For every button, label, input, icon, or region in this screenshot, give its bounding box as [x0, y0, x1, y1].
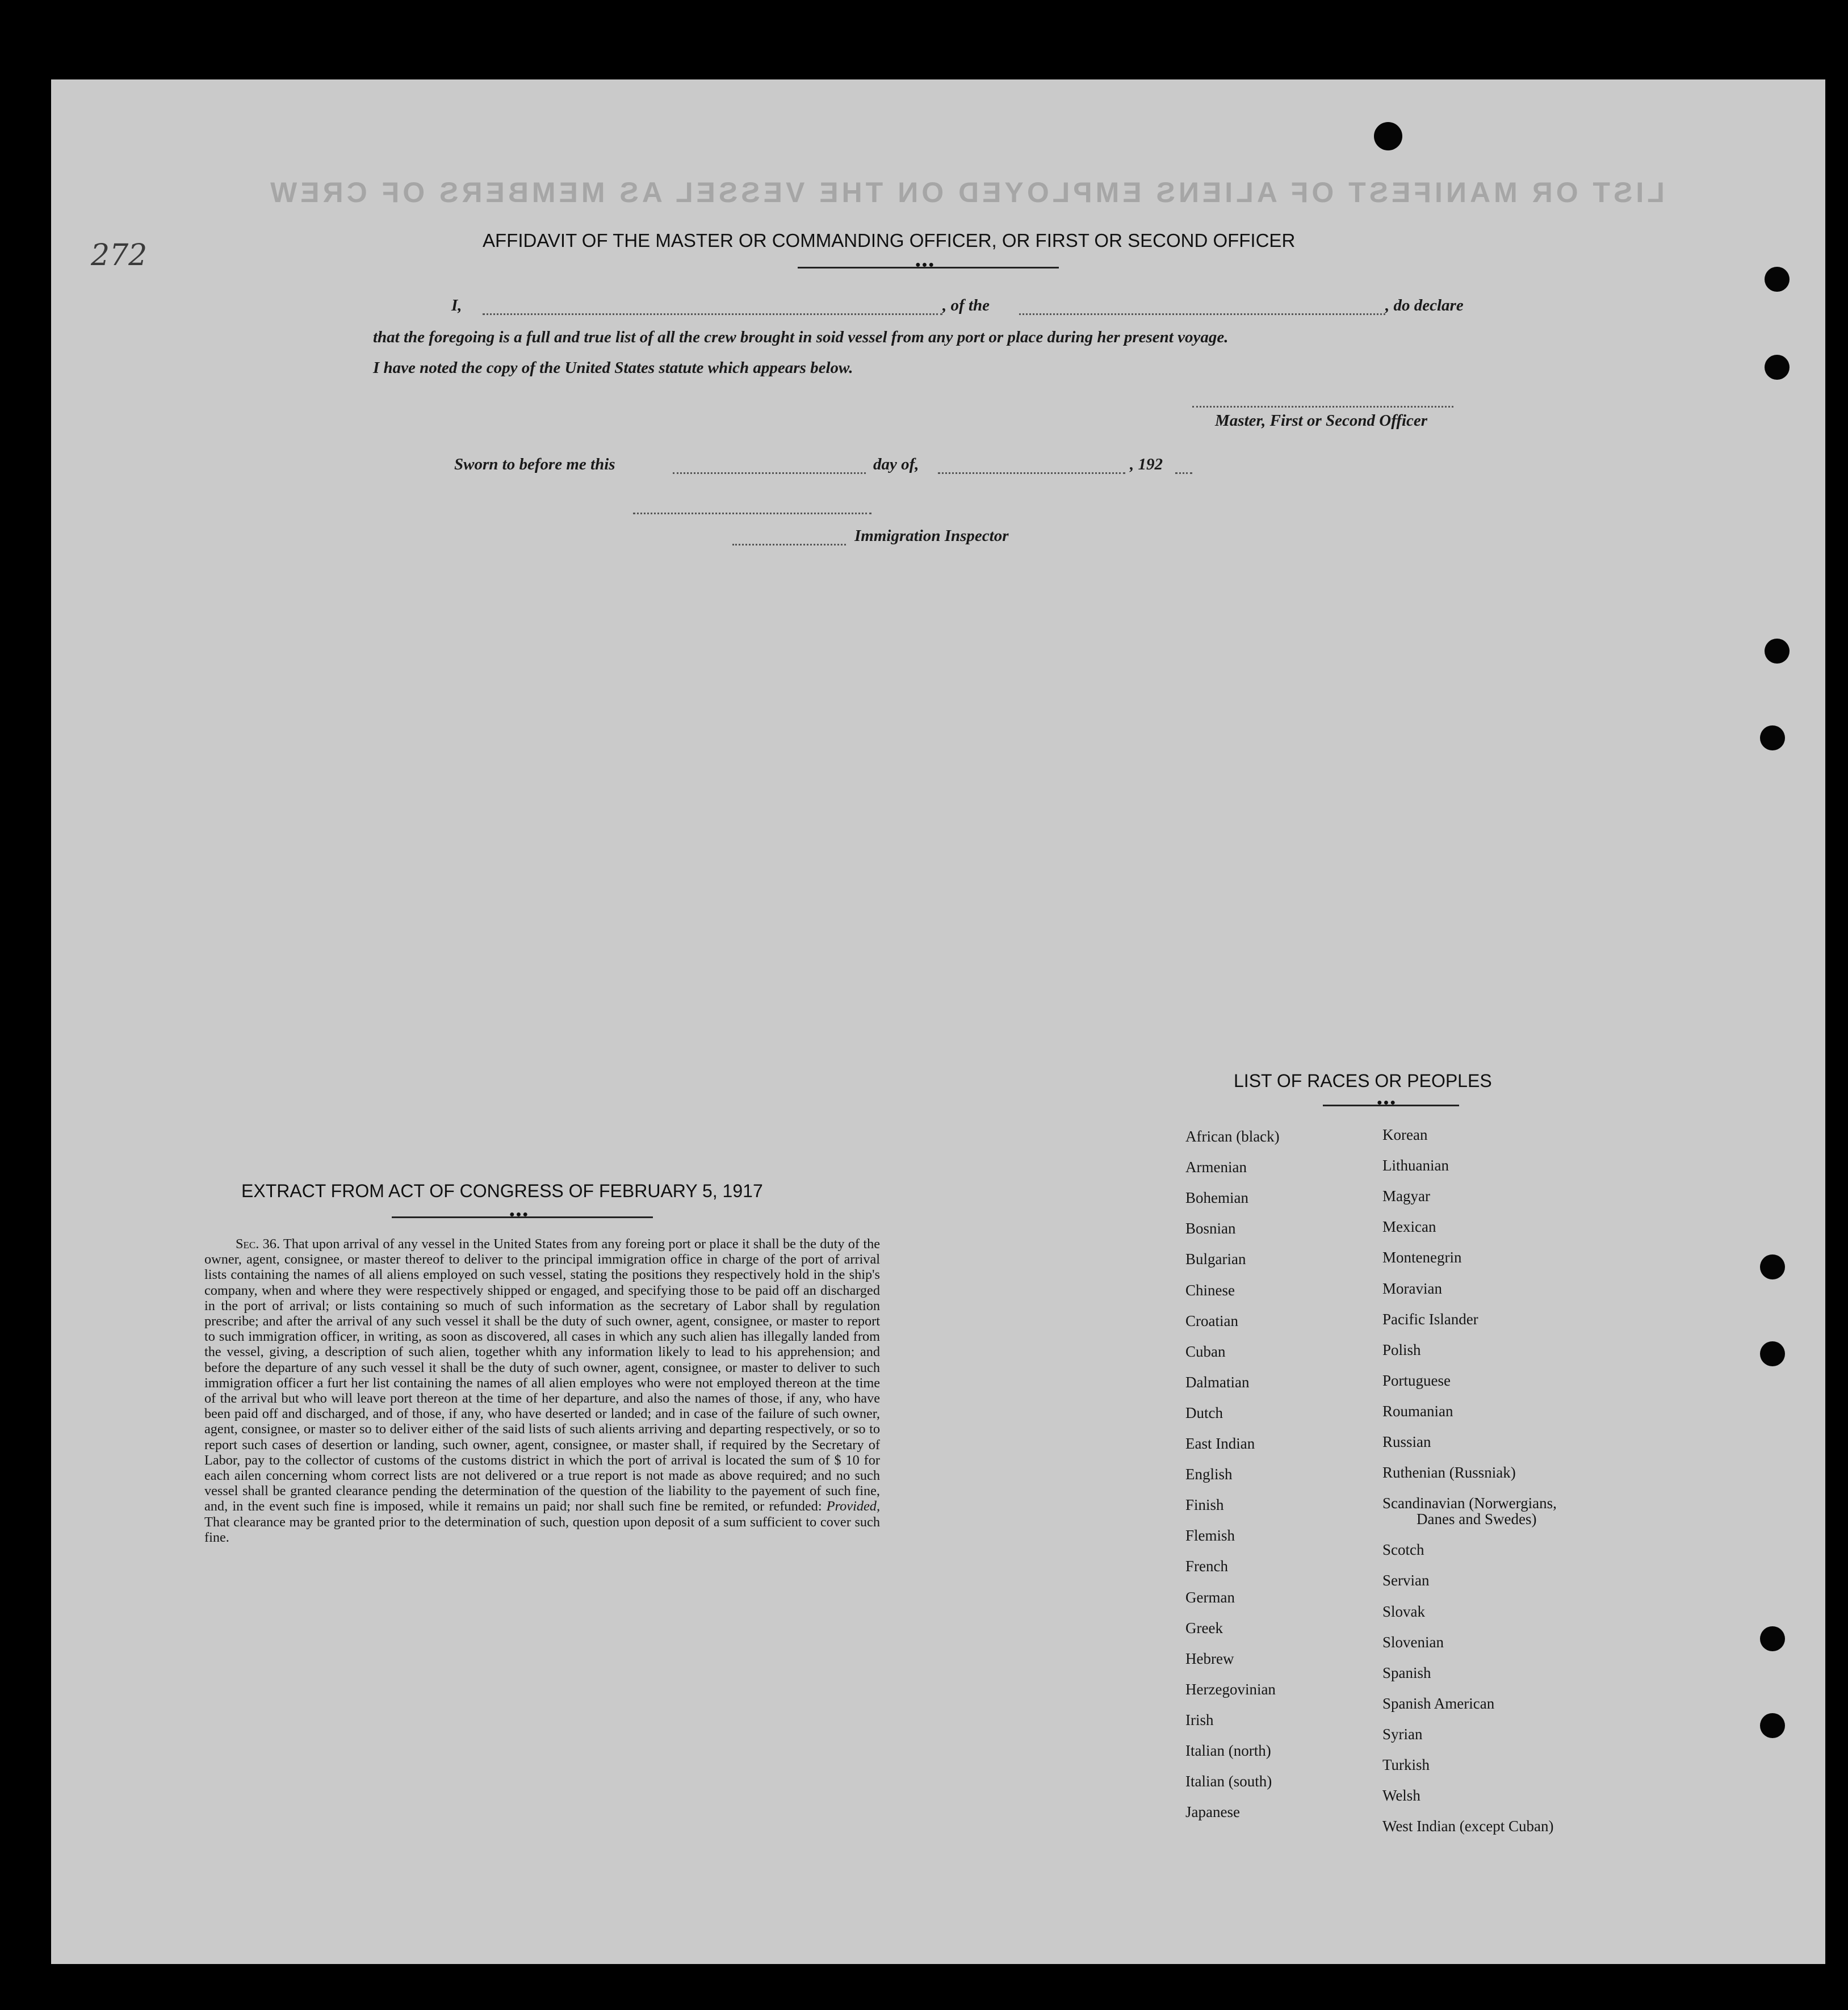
race-item: Armenian — [1185, 1159, 1247, 1176]
punch-hole — [1760, 1254, 1785, 1279]
sec-number: 36. — [262, 1236, 280, 1252]
affidavit-of-the: , of the — [942, 296, 990, 314]
punch-hole — [1760, 1713, 1785, 1738]
race-item: Turkish — [1382, 1756, 1430, 1773]
punch-hole — [1765, 267, 1790, 292]
affidavit-i: I, — [451, 296, 462, 314]
race-item: Roumanian — [1382, 1402, 1453, 1420]
race-item: Ruthenian (Russniak) — [1382, 1464, 1516, 1482]
race-item: Slovenian — [1382, 1633, 1444, 1651]
page-number: 272 — [91, 238, 148, 272]
race-item: Bohemian — [1185, 1189, 1248, 1207]
race-item: Slovak — [1382, 1602, 1426, 1620]
bleed-through-title: LIST OR MANIFEST OF ALIENS EMPLOYED ON THE VESSEL AS MEMBERS OF CREW — [267, 177, 1665, 208]
extract-title: EXTRACT FROM ACT OF CONGRESS OF FEBRUARY 5, 1917 — [241, 1181, 763, 1201]
race-item: Welsh — [1382, 1787, 1420, 1805]
race-item: Flemish — [1185, 1527, 1235, 1545]
race-item: English — [1185, 1466, 1233, 1483]
race-item: Portuguese — [1382, 1371, 1451, 1389]
race-item: Scotch — [1382, 1541, 1424, 1559]
race-item: Syrian — [1382, 1725, 1423, 1743]
punch-hole — [1765, 355, 1790, 380]
inspector-label: Immigration Inspector — [854, 527, 1009, 545]
race-item: Moravian — [1382, 1279, 1442, 1297]
punch-hole — [1760, 1626, 1785, 1651]
race-item: Spanish American — [1382, 1694, 1495, 1712]
extract-text-part1: That upon arrival of any vessel in the United States from any foreing port or place it shall be the duty of the owner, agent, consignee, or master thereof to deliver to the principal immigration office in charge of the port of arrival lists containing the names of all aliens employed on such vessel, stating the positions they respectively hold in the ship's company, when and where they were respectively shipped or engaged, and specifying those to be paid off an discharged in the port of arrival; or lists containing so much of such information as the secretary of Labor shall by regulation prescribe; and after the arrival of any such vessel it shall be the duty of such owner, agent, consignee, or master to report to such immigration officer, in writing, as soon as discovered, all cases in which any such alien has illegally landed from the vessel, giving, a description of such alien, together whith any information likely to lead to his apprehension; and before the departure of any such vessel it shall be the duty of such owner, agent, consignee, or master to deliver to such immigration officer a furt her list containing the names of all alien employes who were not employed thereon at the time of the arrival but who will leave port thereon at the time of her departure, and also the names of those, if any, who have been paid off and discharged, and of those, if any, who have deserted or landed; and in case of the failure of such owner, agent, consignee, or master so to deliver either of the said lists of such alients arriving and departing respectively, or so to report such cases of desertion or landing, such owner, agent, consignee, or master shall, if required by the Secretary of Labor, pay to the collector of customs of the customs district in which the port of arrival is located the sum of $ 10 for each ailen concerning whom correct lists are not delivered or a true report is not made as above required; and no such vessel shall be granted clearance pending the determination of the question of the liability to the payement of such fine, and, in the event such fine is imposed, while it remains un paid; nor shall such fine be remited, or refunded: — [204, 1236, 881, 1514]
race-item: Spanish — [1382, 1664, 1431, 1681]
race-item: Danes and Swedes) — [1417, 1510, 1537, 1528]
race-item: African (black) — [1185, 1128, 1280, 1145]
race-item: Bosnian — [1185, 1220, 1236, 1237]
race-item: Russian — [1382, 1433, 1431, 1450]
race-item: Herzegovinian — [1185, 1680, 1276, 1698]
name-field[interactable] — [483, 313, 942, 315]
extract-ornament-dots: ●●● — [509, 1210, 529, 1219]
race-item: Irish — [1185, 1711, 1214, 1728]
inspector-signature-field-2[interactable] — [732, 544, 846, 545]
year-label: , 192 — [1130, 455, 1163, 473]
master-signature-label: Master, First or Second Officer — [1215, 412, 1428, 430]
title-ornament-dots: ●●● — [915, 260, 935, 270]
race-item: Scandinavian (Norwergians, — [1382, 1495, 1557, 1512]
races-ornament-dots: ●●● — [1377, 1098, 1397, 1107]
sworn-year-field[interactable] — [1175, 472, 1192, 474]
provided-word: Provided, — [826, 1499, 881, 1514]
master-signature-field[interactable] — [1192, 406, 1453, 408]
vessel-field[interactable] — [1019, 313, 1385, 315]
race-item: Polish — [1382, 1341, 1421, 1358]
race-item: Italian (north) — [1185, 1742, 1271, 1759]
race-item: Dalmatian — [1185, 1373, 1250, 1391]
affidavit-declare: , do declare — [1385, 296, 1464, 314]
races-title: LIST OF RACES OR PEOPLES — [1234, 1071, 1492, 1091]
punch-hole — [1374, 122, 1402, 150]
extract-text-part2: That clearance may be granted prior to the determination of such, question upon deposit of a sum sufficient to cover such fine. — [204, 1514, 880, 1545]
race-item: French — [1185, 1558, 1228, 1575]
race-item: Servian — [1382, 1572, 1430, 1589]
affidavit-statement: that the foregoing is a full and true list of all the crew brought in soid vessel from any port or place during her present voyage. — [373, 328, 1229, 346]
race-item: Lithuanian — [1382, 1157, 1449, 1174]
punch-hole — [1760, 725, 1785, 750]
race-item: Bulgarian — [1185, 1251, 1246, 1268]
punch-hole — [1760, 1341, 1785, 1366]
race-item: Croatian — [1185, 1312, 1238, 1329]
race-item: Italian (south) — [1185, 1773, 1272, 1790]
punch-hole — [1765, 639, 1790, 664]
race-item: Chinese — [1185, 1281, 1235, 1299]
extract-body — [204, 1236, 880, 1545]
race-item: Korean — [1382, 1126, 1428, 1143]
inspector-signature-field[interactable] — [633, 513, 871, 514]
sec-label: Sec. — [236, 1236, 259, 1252]
race-item: Pacific Islander — [1382, 1310, 1478, 1328]
race-item: Greek — [1185, 1619, 1223, 1636]
race-item: Japanese — [1185, 1803, 1240, 1821]
race-item: East Indian — [1185, 1435, 1255, 1452]
sworn-month-field[interactable] — [938, 472, 1125, 474]
race-item: Finish — [1185, 1496, 1224, 1514]
race-item: German — [1185, 1588, 1235, 1606]
race-item: Montenegrin — [1382, 1249, 1462, 1266]
affidavit-title: AFFIDAVIT OF THE MASTER OR COMMANDING OFFICER, OR FIRST OR SECOND OFFICER — [483, 230, 1296, 251]
sworn-day-field[interactable] — [673, 472, 866, 474]
race-item: Magyar — [1382, 1187, 1430, 1205]
day-of-label: day of, — [873, 455, 919, 473]
sworn-label: Sworn to before me this — [454, 455, 615, 473]
race-item: West Indian (except Cuban) — [1382, 1818, 1554, 1835]
race-item: Cuban — [1185, 1342, 1226, 1360]
race-item: Mexican — [1382, 1218, 1436, 1236]
affidavit-statute-note: I have noted the copy of the United States statute which appears below. — [373, 359, 853, 377]
race-item: Dutch — [1185, 1404, 1223, 1421]
race-item: Hebrew — [1185, 1650, 1234, 1667]
document-page — [51, 79, 1825, 1964]
